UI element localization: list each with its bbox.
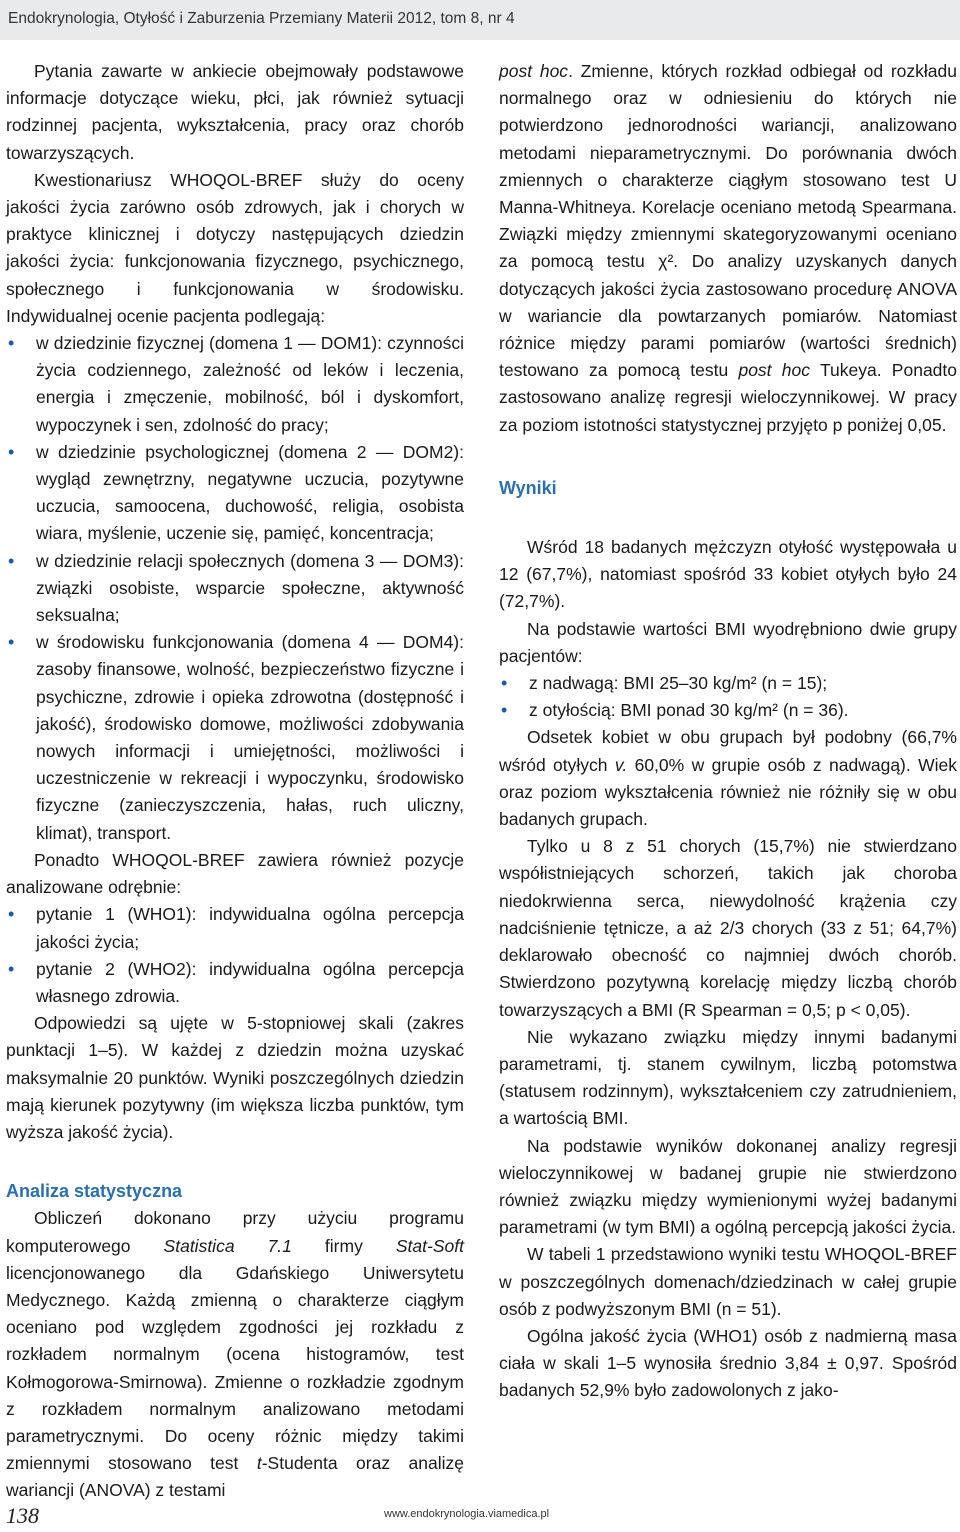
paragraph-scale: Odpowiedzi są ujęte w 5-stopniowej skali (zakres punktacji 1–5). W każdej z dziedzin można uzyskać maksymalnie 20 punktów. Wyniki poszczególnych dziedzin mają kierunek pozytywny (im większa liczba punktów, tym wyższa jakość życia).	[6, 1013, 464, 1142]
list-item: • pytanie 2 (WHO2): indywidualna ogólna percepcja własnego zdrowia.	[6, 956, 464, 1010]
list-item: • z otyłością: BMI ponad 30 kg/m² (n = 36).	[499, 697, 957, 724]
question-list	[6, 901, 464, 1010]
list-item: • w dziedzinie relacji społecznych (domena 3 — DOM3): związki osobiste, wsparcie społeczne, aktywność seksualna;	[6, 548, 464, 630]
paragraph-result-2: Na podstawie wartości BMI wyodrębniono dwie grupy pacjentów:	[499, 618, 957, 666]
bullet-icon: •	[8, 550, 15, 571]
bullet-icon: •	[8, 904, 15, 925]
paragraph-survey: Pytania zawarte w ankiecie obejmowały podstawowe informacje dotyczące wieku, płci, jak również sytuacji rodzinnej pacjenta, wykształcenia, pracy oraz chorób towarzyszących.	[6, 61, 464, 163]
page-number: 138	[6, 1503, 39, 1528]
paragraph-methods-continued: post hoc. Zmienne, których rozkład odbiegał od rozkładu normalnego oraz w odniesieniu do których nie potwierdzono jednorodności wariancji, analizowano metodami nieparametrycznymi. Do porównania dwóch zmiennych o charakterze ciągłym stosowano test U Manna-Whitneya. Korelacje oceniano metodą Spearmana. Związki między zmiennymi skategoryzowanymi oceniano za pomocą testu χ². Do analizy uzyskanych danych dotyczących jakości życia zastosowano procedurę ANOVA w wariancie dla powtarzanych pomiarów. Natomiast różnice między parami pomiarów (wartości średnich) testowano za pomocą testu post hoc Tukeya. Ponadto zastosowano analizę regresji wieloczynnikowej. W pracy za poziom istotności statystycznej przyjęto p poniżej 0,05.	[499, 61, 958, 435]
list-item: • w dziedzinie fizycznej (domena 1 — DOM1): czynności życia codziennego, zależność od leków i leczenia, energia i zmęczenie, mobilność, ból i dyskomfort, wypoczynek i sen, zdolność do pracy;	[6, 330, 464, 439]
paragraph-result-1: Wśród 18 badanych mężczyzn otyłość występowała u 12 (67,7%), natomiast spośród 33 kobiet otyłych było 24 (72,7%).	[499, 537, 957, 612]
paragraph-separate-items: Ponadto WHOQOL-BREF zawiera również pozycje analizowane odrębnie:	[6, 849, 464, 898]
paragraph-result-7: W tabeli 1 przedstawiono wyniki testu WHOQOL-BREF w poszczególnych domenach/dziedzinach w całej grupie osób z podwyższonym BMI (n = 51).	[499, 1244, 957, 1319]
list-item: • w dziedzinie psychologicznej (domena 2 — DOM2): wygląd zewnętrzny, negatywne uczucia, pozytywne uczucia, samoocena, duchowość, religia, osobista wiara, myślenie, uczenie się, pamięć, koncentracja;	[6, 439, 464, 548]
bullet-icon: •	[501, 673, 508, 694]
paragraph-statistics: Obliczeń dokonano przy użyciu programu komputerowego Statistica 7.1 firmy Stat-Soft licencjonowanego dla Gdańskiego Uniwersytetu Medycznego. Każdą zmienną o charakterze ciągłym oceniano pod względem zgodności jej rozkładu z rozkładem normalnym (ocena histogramów, test Kołmogorowa-Smirnowa). Zmienne o rozkładzie zgodnym z rozkładem normalnym analizowano metodami parametrycznymi. Do oceny różnic między takimi zmiennymi stosowano test t-Studenta oraz analizę wariancji (ANOVA) z testami	[6, 1208, 464, 1501]
bullet-icon: •	[501, 700, 508, 721]
journal-title: Endokrynologia, Otyłość i Zaburzenia Przemiany Materii 2012, tom 8, nr 4	[8, 10, 515, 27]
bullet-icon: •	[8, 441, 15, 462]
section-heading-statistics: Analiza statystyczna	[6, 1181, 183, 1202]
list-item: • pytanie 1 (WHO1): indywidualna ogólna percepcja jakości życia;	[6, 901, 464, 955]
bullet-icon: •	[8, 632, 15, 653]
section-heading-results: Wyniki	[499, 477, 557, 498]
paragraph-result-3: Odsetek kobiet w obu grupach był podobny (66,7% wśród otyłych v. 60,0% w grupie osób z nadwagą). Wiek oraz poziom wykształcenia również nie różniły się w obu badanych grupach.	[499, 727, 958, 830]
paragraph-result-4: Tylko u 8 z 51 chorych (15,7%) nie stwierdzano współistniejących schorzeń, takich jak choroba niedokrwienna serca, niewydolność krążenia czy nadciśnienie tętnicze, a aż 2/3 chorych (33 z 51; 64,7%) deklarowało obecność co najmniej dwóch chorób. Stwierdzono pozytywną korelację między liczbą chorób towarzyszących a BMI (R Spearman = 0,5; p < 0,05).	[499, 836, 957, 1020]
left-column	[6, 58, 464, 1505]
journal-url: www.endokrynologia.viamedica.pl	[384, 1508, 550, 1520]
bullet-icon: •	[8, 333, 15, 354]
paragraph-result-5: Nie wykazano związku między innymi badanymi parametrami, tj. stanem cywilnym, liczbą potomstwa (statusem rodzinnym), wykształceniem czy zatrudnieniem, a wartością BMI.	[499, 1026, 957, 1129]
domain-list	[6, 330, 464, 847]
paragraph-result-8: Ogólna jakość życia (WHO1) osób z nadmierną masa ciała w skali 1–5 wynosiła średnio 3,84 ± 0,97. Spośród badanych 52,9% było zadowolonych z jako-	[499, 1325, 957, 1401]
bmi-group-list	[499, 670, 957, 724]
list-item: • z nadwagą: BMI 25–30 kg/m² (n = 15);	[499, 670, 957, 697]
journal-header-bar	[0, 0, 960, 40]
paragraph-result-6: Na podstawie wyników dokonanej analizy regresji wieloczynnikowej w badanej grupie nie stwierdzono również związku między wymienionymi wyżej badanymi parametrami (w tym BMI) a ogólną percepcją jakości życia.	[499, 1135, 957, 1238]
list-item: • w środowisku funkcjonowania (domena 4 — DOM4): zasoby finansowe, wolność, bezpieczeństwo fizyczne i psychiczne, zdrowie i opieka zdrowotna (dostępność i jakość), środowisko domowe, możliwości zdobywania nowych informacji i umiejętności, możliwości i uczestniczenie w rekreacji i wypoczynku, środowisko fizyczne (zanieczyszczenia, hałas, ruch uliczny, klimat), transport.	[6, 629, 464, 847]
paragraph-whoqol: Kwestionariusz WHOQOL-BREF służy do oceny jakości życia zarówno osób zdrowych, jak i chorych w praktyce klinicznej i dotyczy następujących dziedzin jakości życia: funkcjonowania fizycznego, psychicznego, społecznego i funkcjonowania w środowisku. Indywidualnej ocenie pacjenta podlegają:	[6, 169, 464, 326]
right-column	[499, 58, 957, 1405]
bullet-icon: •	[8, 958, 15, 979]
